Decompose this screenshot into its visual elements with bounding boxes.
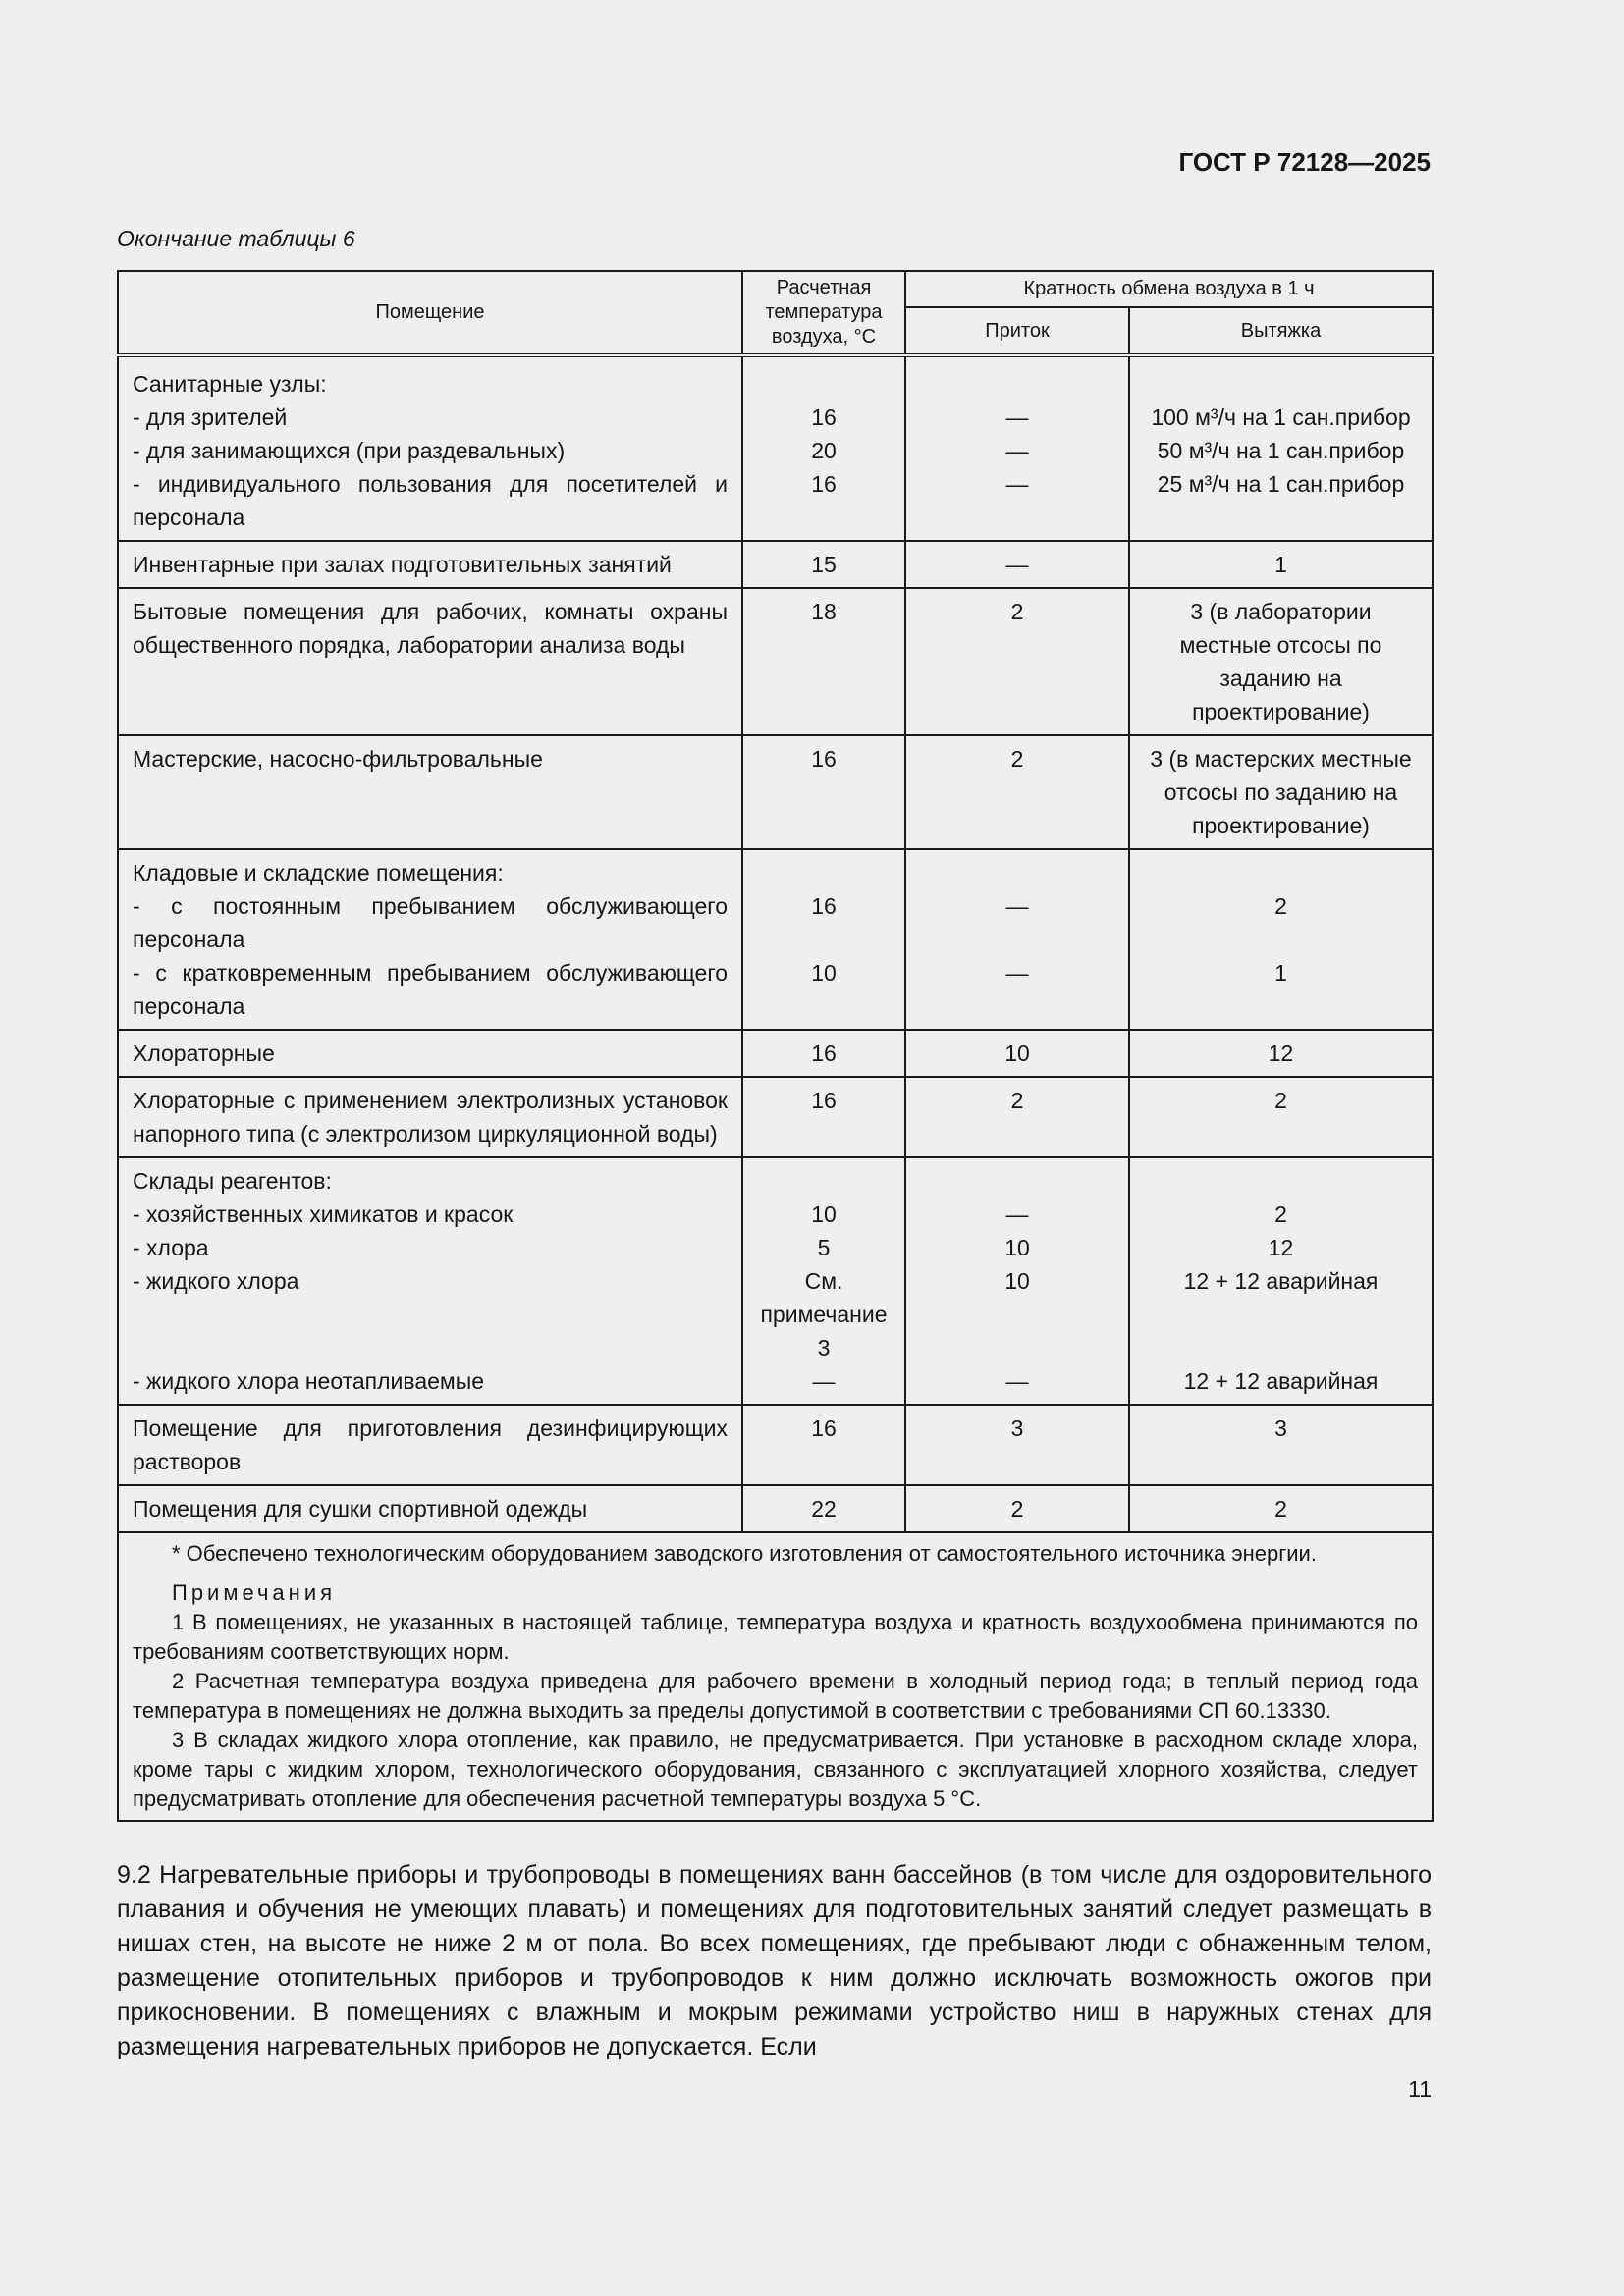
room-cell: [118, 735, 742, 849]
cell-line: [1144, 1164, 1418, 1198]
room-cell: [118, 1030, 742, 1077]
cell-line: 2: [1274, 1088, 1287, 1113]
cell-line: 16: [811, 471, 837, 497]
cell-line: 10: [1004, 1268, 1030, 1294]
cell-line: —: [1005, 471, 1029, 497]
cell-line: 2: [1010, 1496, 1024, 1522]
table-row: [118, 1157, 1433, 1405]
cell-line: Помещения для сушки спортивной одежды: [133, 1496, 588, 1522]
note-2: 2 Расчетная температура воздуха приведена для рабочего времени в холодный период года; в теплый период года температура в помещениях не должна выходить за пределы допустимой в соответствии с требованиями СП 60.13330.: [133, 1669, 1418, 1723]
temperature-cell: [742, 849, 905, 1030]
cell-line: 12: [1268, 1235, 1294, 1260]
cell-line: 16: [811, 1088, 837, 1113]
temperature-cell: [742, 541, 905, 588]
cell-line: - с постоянным пребыванием обслуживающего персонала: [133, 893, 728, 952]
header-exhaust: Вытяжка: [1129, 307, 1433, 355]
cell-line: 25 м³/ч на 1 сан.прибор: [1157, 471, 1405, 497]
cell-line: —: [1005, 893, 1029, 919]
cell-line: —: [812, 1368, 836, 1394]
cell-line: - жидкого хлора: [133, 1268, 299, 1294]
cell-line: 15: [811, 552, 837, 577]
cell-line: Помещение для приготовления дезинфицирующих растворов: [133, 1415, 728, 1474]
table-row: [118, 1030, 1433, 1077]
exhaust-cell: [1129, 1077, 1433, 1157]
exhaust-cell: [1129, 355, 1433, 541]
room-cell: [118, 588, 742, 735]
temperature-cell: [742, 1157, 905, 1405]
cell-line: [757, 1164, 891, 1198]
page-number: 11: [1408, 2076, 1432, 2102]
exhaust-cell: [1129, 849, 1433, 1030]
cell-line: - жидкого хлора неотапливаемые: [133, 1368, 485, 1394]
table-row: [118, 849, 1433, 1030]
header-air-exchange: Кратность обмена воздуха в 1 ч: [905, 271, 1433, 307]
note-1: 1 В помещениях, не указанных в настоящей таблице, температура воздуха и кратность воздухообмена принимаются по требованиям соответствующих норм.: [133, 1610, 1418, 1664]
cell-line: 20: [811, 438, 837, 463]
cell-line: 2: [1010, 599, 1024, 624]
temperature-cell: [742, 1485, 905, 1532]
temperature-cell: [742, 1030, 905, 1077]
temperature-cell: [742, 355, 905, 541]
supply-cell: [905, 588, 1129, 735]
table-row: [118, 1077, 1433, 1157]
cell-line: Хлораторные с применением электролизных установок напорного типа (с электролизом циркуляционной воды): [133, 1088, 728, 1147]
cell-line: 12: [1268, 1041, 1294, 1066]
cell-line: [920, 367, 1114, 400]
table-row: [118, 355, 1433, 541]
supply-cell: [905, 1077, 1129, 1157]
temperature-cell: [742, 735, 905, 849]
cell-line: - хозяйственных химикатов и красок: [133, 1201, 514, 1227]
cell-line: Санитарные узлы:: [133, 371, 327, 397]
footnote: * Обеспечено технологическим оборудованием заводского изготовления от самостоятельного источника энергии.: [172, 1541, 1317, 1566]
cell-line: [920, 1164, 1114, 1198]
cell-line: 16: [811, 746, 837, 772]
cell-line: 12 + 12 аварийная: [1183, 1368, 1379, 1394]
cell-line: 12 + 12 аварийная: [1183, 1268, 1379, 1294]
exhaust-cell: [1129, 1485, 1433, 1532]
cell-line: [1144, 856, 1418, 889]
cell-line: Бытовые помещения для рабочих, комнаты охраны общественного порядка, лаборатории анализа воды: [133, 599, 728, 658]
exhaust-cell: [1129, 735, 1433, 849]
cell-line: См. примечание 3: [760, 1268, 888, 1361]
cell-line: —: [1005, 552, 1029, 577]
header-temperature: Расчетная температура воздуха, °С: [742, 271, 905, 355]
supply-cell: [905, 355, 1129, 541]
cell-line: [757, 367, 891, 400]
cell-line: 3 (в мастерских местные отсосы по заданию на проектирование): [1150, 746, 1412, 838]
cell-line: Хлораторные: [133, 1041, 275, 1066]
cell-line: Мастерские, насосно-фильтровальные: [133, 746, 543, 772]
cell-line: - с кратковременным пребыванием обслуживающего персонала: [133, 960, 728, 1019]
room-cell: [118, 541, 742, 588]
header-room: Помещение: [118, 271, 742, 355]
cell-line: 18: [811, 599, 837, 624]
cell-line: 5: [817, 1235, 831, 1260]
cell-line: - индивидуального пользования для посетителей и персонала: [133, 471, 728, 530]
cell-line: - для зрителей: [133, 404, 288, 430]
table-row: [118, 588, 1433, 735]
room-cell: [118, 849, 742, 1030]
cell-line: 1: [1274, 960, 1287, 986]
table-row: [118, 735, 1433, 849]
cell-line: 16: [811, 1415, 837, 1441]
cell-line: 2: [1274, 1496, 1287, 1522]
cell-line: 100 м³/ч на 1 сан.прибор: [1151, 404, 1411, 430]
supply-cell: [905, 1030, 1129, 1077]
cell-line: 2: [1274, 893, 1287, 919]
cell-line: - для занимающихся (при раздевальных): [133, 438, 566, 463]
exhaust-cell: [1129, 541, 1433, 588]
table-row: [118, 541, 1433, 588]
table-caption: Окончание таблицы 6: [117, 226, 355, 251]
cell-line: —: [1005, 404, 1029, 430]
cell-line: Склады реагентов:: [133, 1168, 332, 1194]
document-code: ГОСТ Р 72128—2025: [1178, 147, 1431, 177]
table-notes: [118, 1532, 1433, 1821]
section-paragraph-9-2: 9.2 Нагревательные приборы и трубопроводы в помещениях ванн бассейнов (в том числе для оздоровительного плавания и обучения не умеющих плавать) и помещениях для подготовительных занятий следует размещать в нишах стен, на высоте не ниже 2 м от пола. Во всех помещениях, где пребывают люди с обнаженным телом, размещение отопительных приборов и трубопроводов к ним должно исключать возможность ожогов при прикосновении. В помещениях с влажным и мокрым режимами устройство ниш в наружных стенах для размещения нагревательных приборов не допускается. Если: [117, 1861, 1432, 2060]
room-cell: [118, 1157, 742, 1405]
cell-line: 3: [1274, 1415, 1287, 1441]
supply-cell: [905, 849, 1129, 1030]
cell-line: Инвентарные при залах подготовительных занятий: [133, 552, 672, 577]
room-cell: [118, 355, 742, 541]
cell-line: 10: [811, 960, 837, 986]
exhaust-cell: [1129, 1030, 1433, 1077]
temperature-cell: [742, 1077, 905, 1157]
room-cell: [118, 1405, 742, 1485]
cell-line: —: [1005, 438, 1029, 463]
room-cell: [118, 1485, 742, 1532]
exhaust-cell: [1129, 1405, 1433, 1485]
table-row: [118, 1485, 1433, 1532]
cell-line: —: [1005, 1368, 1029, 1394]
cell-line: 10: [1004, 1041, 1030, 1066]
cell-line: 16: [811, 1041, 837, 1066]
cell-line: 10: [1004, 1235, 1030, 1260]
cell-line: 2: [1010, 746, 1024, 772]
exhaust-cell: [1129, 588, 1433, 735]
cell-line: Кладовые и складские помещения:: [133, 860, 504, 885]
notes-title: Примечания: [172, 1580, 337, 1605]
cell-line: [757, 856, 891, 889]
cell-line: 3 (в лаборатории местные отсосы по заданию на проектирование): [1179, 599, 1382, 724]
supply-cell: [905, 541, 1129, 588]
note-3: 3 В складах жидкого хлора отопление, как правило, не предусматривается. При установке в расходном складе хлора, кроме тары с жидким хлором, технологического оборудования, связанного с эксплуатацией хлорного хозяйства, следует предусматривать отопление для обеспечения расчетной температуры воздуха 5 °С.: [133, 1728, 1418, 1811]
cell-line: 2: [1274, 1201, 1287, 1227]
cell-line: 1: [1274, 552, 1287, 577]
cell-line: 16: [811, 893, 837, 919]
supply-cell: [905, 1485, 1129, 1532]
temperature-cell: [742, 588, 905, 735]
cell-line: 3: [1010, 1415, 1024, 1441]
supply-cell: [905, 1405, 1129, 1485]
room-cell: [118, 1077, 742, 1157]
ventilation-table: [117, 270, 1434, 1822]
cell-line: 10: [811, 1201, 837, 1227]
cell-line: [920, 856, 1114, 889]
table-row: [118, 1405, 1433, 1485]
cell-line: 16: [811, 404, 837, 430]
cell-line: 22: [811, 1496, 837, 1522]
supply-cell: [905, 1157, 1129, 1405]
cell-line: —: [1005, 960, 1029, 986]
supply-cell: [905, 735, 1129, 849]
temperature-cell: [742, 1405, 905, 1485]
cell-line: —: [1005, 1201, 1029, 1227]
cell-line: 50 м³/ч на 1 сан.прибор: [1157, 438, 1405, 463]
cell-line: - хлора: [133, 1235, 209, 1260]
cell-line: 2: [1010, 1088, 1024, 1113]
cell-line: [1144, 367, 1418, 400]
exhaust-cell: [1129, 1157, 1433, 1405]
header-supply: Приток: [905, 307, 1129, 355]
